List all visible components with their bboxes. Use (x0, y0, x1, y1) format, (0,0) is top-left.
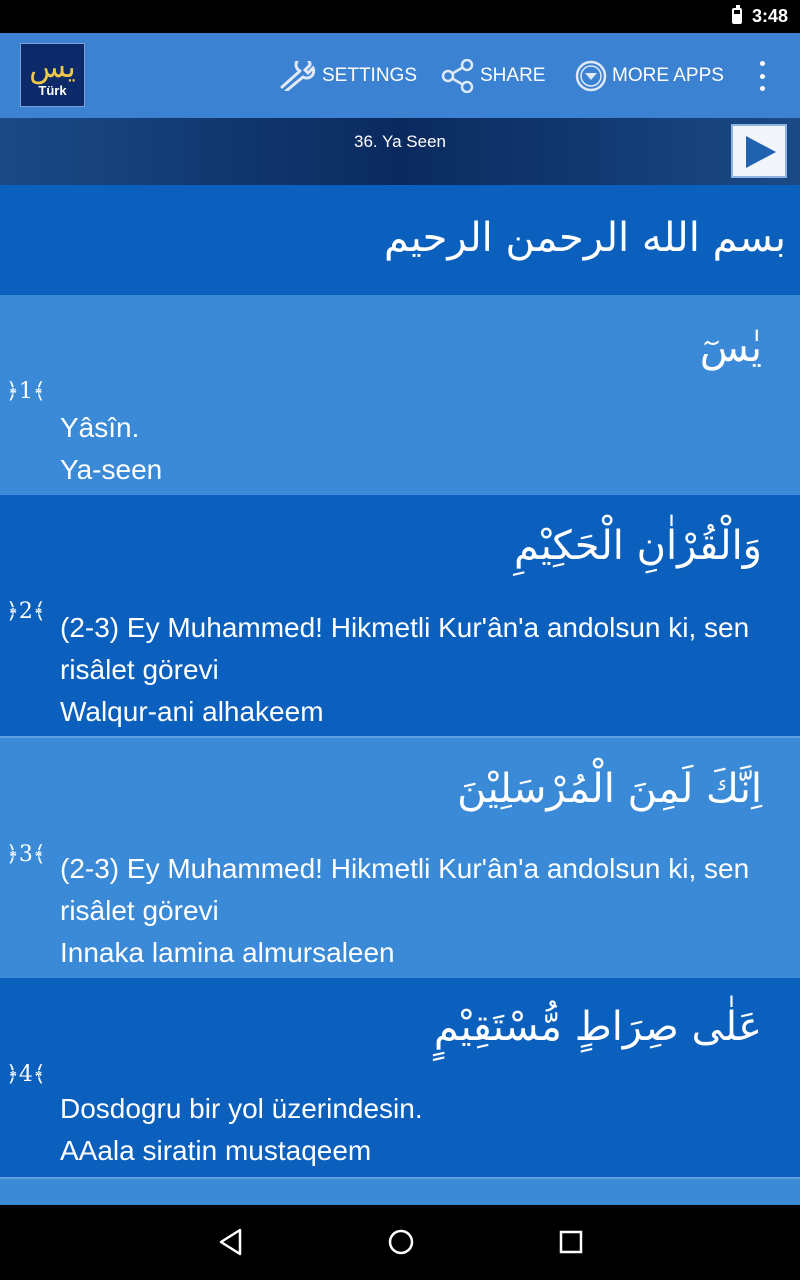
verse-arabic: وَالْقُرْاٰنِ الْحَكِيْمِ (513, 523, 762, 569)
system-nav-bar (0, 1205, 800, 1280)
row-divider (0, 1177, 800, 1179)
verse-transliteration: Walqur-ani alhakeem (60, 696, 324, 727)
basmala-row (0, 185, 800, 295)
verse-transliteration: Ya-seen (60, 454, 163, 485)
verse-turkish: Yâsîn. (60, 412, 140, 443)
verse-number-badge: ﴿2﴾ (6, 599, 46, 624)
back-icon[interactable] (216, 1227, 246, 1257)
settings-button[interactable] (278, 33, 417, 118)
chevron-down-circle-icon (574, 59, 608, 93)
verse-turkish: Dosdogru bir yol üzerindesin. (60, 1093, 423, 1124)
verse-row[interactable] (0, 295, 800, 495)
verse-number: 3 (18, 842, 33, 867)
verse-turkish: (2-3) Ey Muhammed! Hikmetli Kur'ân'a andolsun ki, sen risâlet görevi (60, 853, 750, 926)
verse-number-badge: ﴿3﴾ (6, 842, 46, 867)
verse-row[interactable] (0, 738, 800, 978)
logo-arabic: يس (29, 49, 76, 85)
home-icon[interactable] (386, 1227, 416, 1257)
verse-translation (60, 607, 770, 733)
settings-label: SETTINGS (322, 64, 418, 86)
verse-number: 4 (18, 1062, 33, 1087)
verse-turkish: (2-3) Ey Muhammed! Hikmetli Kur'ân'a andolsun ki, sen risâlet görevi (60, 612, 750, 685)
app-bar (0, 33, 800, 118)
verse-number: 2 (18, 599, 33, 624)
verse-translation (60, 1088, 770, 1172)
logo-text: Türk (38, 82, 67, 98)
verse-number-badge: ﴿1﴾ (6, 379, 46, 404)
verse-number: 1 (18, 379, 33, 404)
more-apps-button[interactable] (574, 33, 724, 118)
status-time: 3:48 (751, 6, 788, 26)
verse-row[interactable] (0, 495, 800, 736)
basmala-text: بسم الله الرحمن الرحيم (383, 215, 786, 261)
share-icon (440, 59, 476, 93)
player-bar (0, 118, 800, 185)
more-apps-label: MORE APPS (612, 64, 724, 86)
verse-arabic: عَلٰى صِرَاطٍ مُّسْتَقِيْمٍ (433, 1004, 762, 1050)
share-button[interactable] (440, 33, 545, 118)
verse-transliteration: AAala siratin mustaqeem (60, 1135, 372, 1166)
verse-arabic: يٰسٓ (699, 325, 762, 371)
verse-row[interactable] (0, 978, 800, 1177)
verse-translation (60, 407, 770, 491)
battery-icon (732, 8, 742, 24)
app-logo[interactable] (20, 43, 85, 107)
overflow-menu-icon[interactable] (752, 61, 772, 91)
status-bar (0, 0, 800, 33)
surah-title: 36. Ya Seen (353, 132, 446, 151)
play-button[interactable] (731, 124, 787, 178)
verse-translation (60, 848, 770, 974)
recents-icon[interactable] (556, 1227, 586, 1257)
verse-arabic: اِنَّكَ لَمِنَ الْمُرْسَلِيْنَ (457, 766, 762, 812)
share-label: SHARE (480, 64, 546, 86)
wrench-icon (278, 61, 318, 91)
play-icon (743, 134, 779, 170)
verse-transliteration: Innaka lamina almursaleen (60, 937, 395, 968)
verse-number-badge: ﴿4﴾ (6, 1062, 46, 1087)
